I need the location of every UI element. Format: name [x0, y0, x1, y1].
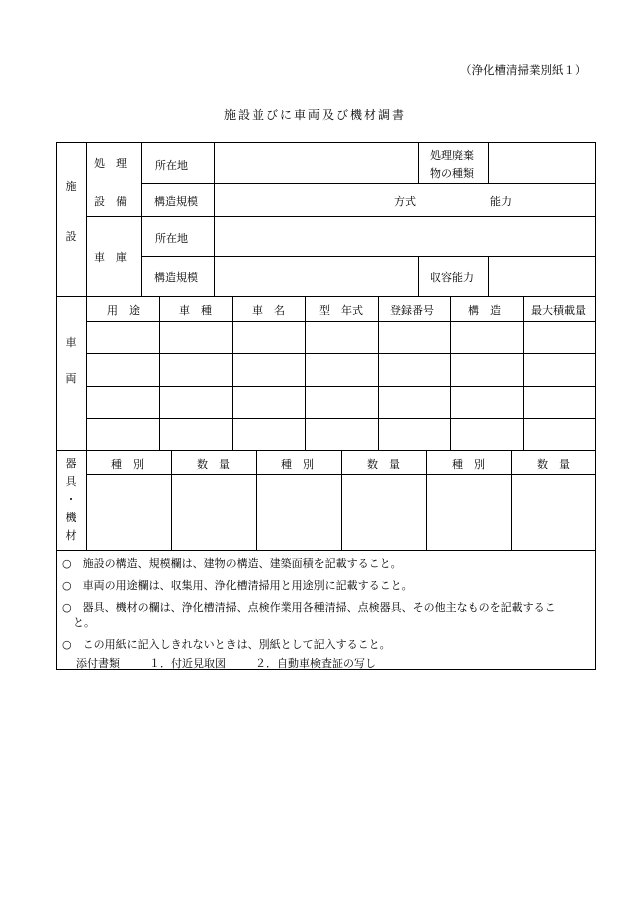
column-header: 種 別 — [452, 458, 485, 471]
column-header: 数 量 — [537, 458, 570, 471]
facility-scale-label: 構造規模 — [154, 195, 198, 208]
label-char: 設 — [65, 230, 77, 243]
column-header: 車 名 — [252, 304, 285, 317]
column-header: 数 量 — [367, 458, 400, 471]
note-item: ○ 車両の用途欄は、収集用、浄化槽清掃用と用途別に記載すること。 — [62, 579, 413, 592]
attachment-item: ２．自動車検査証の写し — [255, 657, 376, 670]
column-header: 用 途 — [107, 304, 140, 317]
label-char: 車 — [65, 336, 77, 349]
label-char: 施 — [65, 180, 77, 193]
processing-label: 処 理 — [94, 157, 127, 170]
column-header: 数 量 — [197, 458, 230, 471]
label-char: 機 — [65, 511, 77, 524]
attachment-item: １．付近見取図 — [149, 657, 226, 670]
note-item: ○ 器具、機材の欄は、浄化槽清掃、点検作業用各種清掃、点検器具、その他主なものを記載するこ — [62, 601, 556, 614]
column-header: 登録番号 — [390, 304, 434, 317]
label-char: ・ — [65, 493, 77, 506]
capacity-label: 能力 — [490, 195, 512, 208]
vehicles-section-label — [64, 333, 78, 389]
label-char: 材 — [65, 529, 77, 542]
attachments-label: 添付書類 — [76, 657, 120, 670]
column-header: 構 造 — [468, 304, 501, 317]
form-id: （浄化槽清掃業別紙１） — [460, 63, 587, 77]
waste-type-label: 物の種類 — [430, 167, 474, 180]
note-item: ○ 施設の構造、規模欄は、建物の構造、建築面積を記載すること。 — [62, 557, 402, 570]
label-char: 具 — [65, 475, 77, 488]
garage-label: 車 庫 — [94, 251, 127, 264]
label-char: 両 — [65, 372, 77, 385]
waste-type-label: 処理廃棄 — [430, 149, 474, 162]
storage-capacity-label: 収容能力 — [430, 271, 474, 284]
tools-section-label — [64, 455, 78, 545]
label-char: 器 — [65, 457, 77, 470]
garage-scale-label: 構造規模 — [154, 271, 198, 284]
note-item: ○ この用紙に記入しきれないときは、別紙として記入すること。 — [62, 638, 391, 651]
facility-section-label — [64, 177, 78, 247]
equipment-label: 設 備 — [94, 195, 127, 208]
column-header: 最大積載量 — [531, 304, 586, 317]
column-header: 型 年式 — [319, 304, 363, 317]
document-title: 施設並びに車両及び機材調書 — [223, 108, 406, 122]
column-header: 種 別 — [281, 458, 314, 471]
facility-location-label: 所在地 — [155, 159, 188, 172]
column-header: 種 別 — [111, 458, 144, 471]
garage-location-label: 所在地 — [155, 232, 188, 245]
column-header: 車 種 — [179, 304, 212, 317]
method-label: 方式 — [394, 195, 416, 208]
note-item: と。 — [62, 616, 95, 629]
